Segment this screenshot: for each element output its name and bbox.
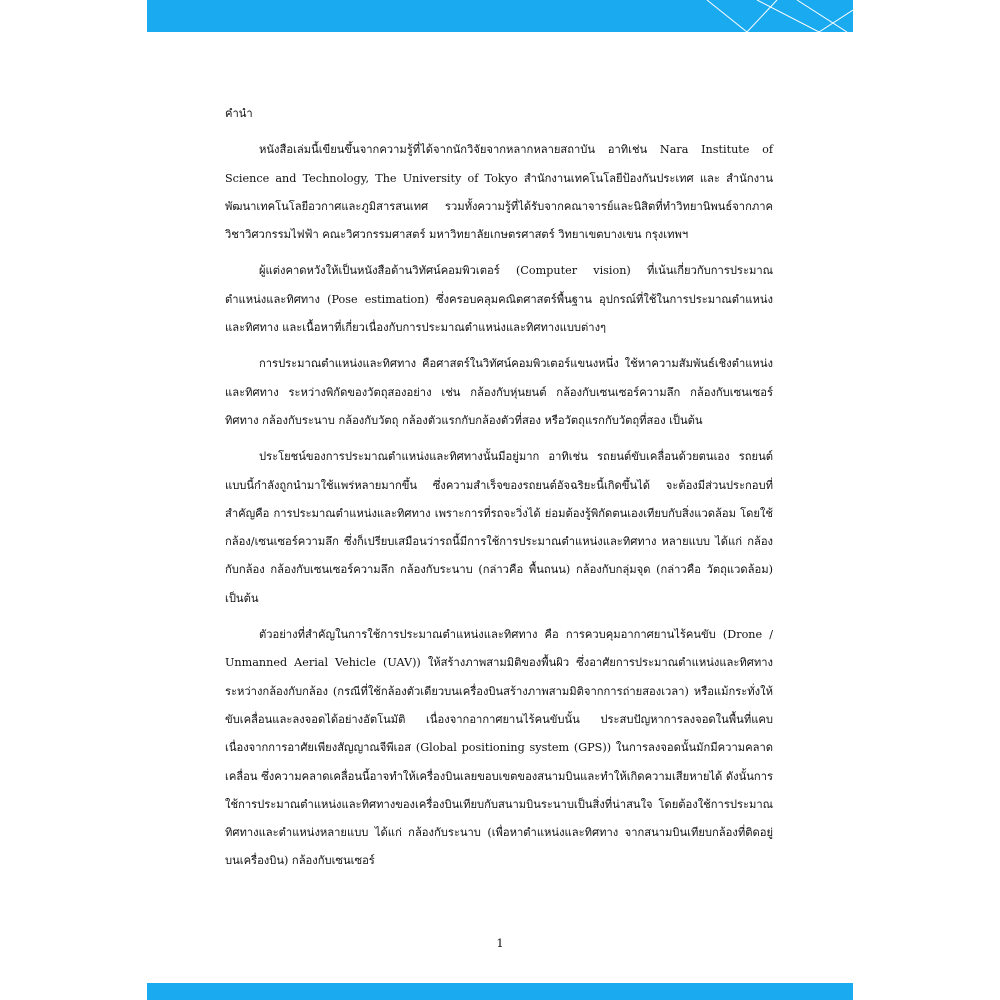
document-body xyxy=(225,100,773,884)
page-number: 1 xyxy=(496,936,504,950)
paragraph-2: ผู้แต่งคาดหวังให้เป็นหนังสือด้านวิทัศน์คอมพิวเตอร์ (Computer vision) ที่เน้นเกี่ยวกับการประมาณตำแหน่งและทิศทาง (Pose estimation) ซึ่งครอบคลุมคณิตศาสตร์พื้นฐาน อุปกรณ์ที่ใช้ในการประมาณตำแหน่งและทิศทาง และเนื้อหาที่เกี่ยวเนื่องกับการประมาณตำแหน่งและทิศทางแบบต่างๆ xyxy=(225,264,773,335)
header-band xyxy=(147,0,853,32)
footer-band xyxy=(147,983,853,1000)
header-decoration xyxy=(147,0,853,32)
paragraph-5: ตัวอย่างที่สำคัญในการใช้การประมาณตำแหน่งและทิศทาง คือ การควบคุมอากาศยานไร้คนขับ (Drone / Unmanned Aerial Vehicle (UAV)) ให้สร้างภาพสามมิติของพื้นผิว ซึ่งอาศัยการประมาณตำแหน่งและทิศทางระหว่างกล้องกับกล้อง (กรณีที่ใช้กล้องตัวเดียวบนเครื่องบินสร้างภาพสามมิติจากการถ่ายสองเวลา) หรือแม้กระทั่งให้ขับเคลื่อนและลงจอดได้อย่างอัตโนมัติ เนื่องจากอากาศยานไร้คนขับนั้น ประสบปัญหาการลงจอดในพื้นที่แคบ เนื่องจากการอาศัยเพียงสัญญาณจีพีเอส (Global positioning system (GPS)) ในการลงจอดนั้นมักมีความคลาดเคลื่อน ซึ่งความคลาดเคลื่อนนี้อาจทำให้เครื่องบินเลยขอบเขตของสนามบินและทำให้เกิดความเสียหายได้ ดังนั้นการใช้การประมาณตำแหน่งและทิศทางของเครื่องบินเทียบกับสนามบินระนาบเป็นสิ่งที่น่าสนใจ โดยต้องใช้การประมาณทิศทางและตำแหน่งหลายแบบ ได้แก่ กล้องกับระนาบ (เพื่อหาตำแหน่งและทิศทาง จากสนามบินเทียบกล้องที่ติดอยู่บนเครื่องบิน) กล้องกับเซนเซอร์ xyxy=(225,628,773,868)
paragraph-3: การประมาณตำแหน่งและทิศทาง คือศาสตร์ในวิทัศน์คอมพิวเตอร์แขนงหนึ่ง ใช้หาความสัมพันธ์เชิงตำแหน่งและทิศทาง ระหว่างพิกัดของวัตถุสองอย่าง เช่น กล้องกับหุ่นยนต์ กล้องกับเซนเซอร์ความลึก กล้องกับเซนเซอร์ทิศทาง กล้องกับระนาบ กล้องกับวัตถุ กล้องตัวแรกกับกล้องตัวที่สอง หรือวัตถุแรกกับวัตถุที่สอง เป็นต้น xyxy=(225,357,773,427)
paragraph-1: หนังสือเล่มนี้เขียนขึ้นจากความรู้ที่ได้จากนักวิจัยจากหลากหลายสถาบัน อาทิเช่น Nara Institute of Science and Technology, The University of Tokyo สำนักงานเทคโนโลยีป้องกันประเทศ และ สำนักงานพัฒนาเทคโนโลยีอวกาศและภูมิสารสนเทศ รวมทั้งความรู้ที่ได้รับจากคณาจารย์และนิสิตที่ทำวิทยานิพนธ์จากภาควิชาวิศวกรรมไฟฟ้า คณะวิศวกรรมศาสตร์ มหาวิทยาลัยเกษตรศาสตร์ วิทยาเขตบางเขน กรุงเทพฯ xyxy=(225,143,773,242)
paragraph-4: ประโยชน์ของการประมาณตำแหน่งและทิศทางนั้นมีอยู่มาก อาทิเช่น รถยนต์ขับเคลื่อนด้วยตนเอง รถยนต์แบบนี้กำลังถูกนำมาใช้แพร่หลายมากขึ้น ซึ่งความสำเร็จของรถยนต์อัจฉริยะนี้เกิดขึ้นได้ จะต้องมีส่วนประกอบที่สำคัญคือ การประมาณตำแหน่งและทิศทาง เพราะการที่รถจะวิ่งได้ ย่อมต้องรู้พิกัดตนเองเทียบกับสิ่งแวดล้อม โดยใช้กล้อง/เซนเซอร์ความลึก ซึ่งก็เปรียบเสมือนว่ารถนี้มีการใช้การประมาณตำแหน่งและทิศทาง หลายแบบ ได้แก่ กล้องกับกล้อง กล้องกับเซนเซอร์ความลึก กล้องกับระนาบ (กล่าวคือ พื้นถนน) กล้องกับกลุ่มจุด (กล่าวคือ วัตถุแวดล้อม) เป็นต้น xyxy=(225,450,773,605)
section-heading: คำนำ xyxy=(225,107,253,120)
document-page xyxy=(147,0,853,1000)
